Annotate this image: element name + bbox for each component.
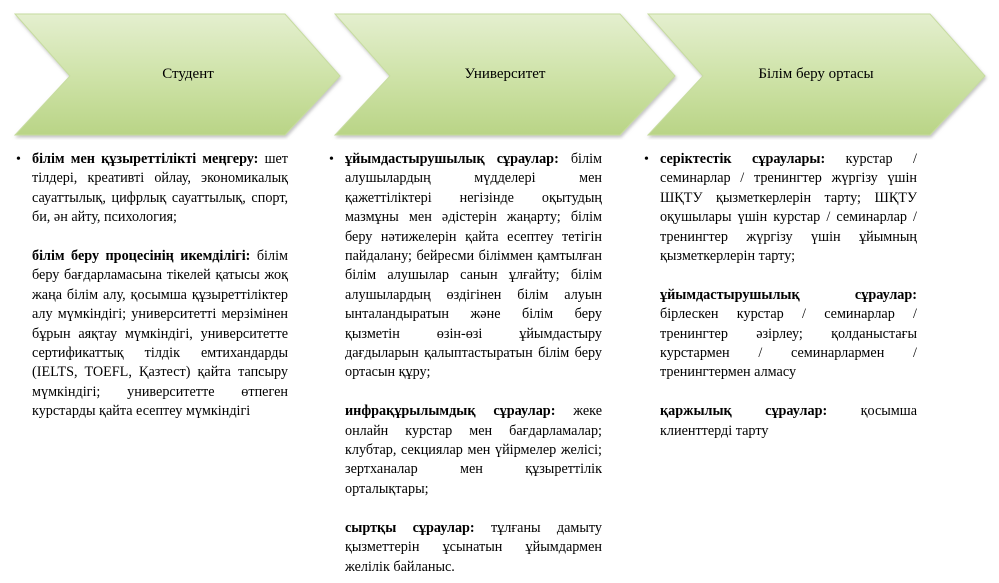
column-student [16, 150, 289, 422]
bullet-icon: • [329, 152, 334, 167]
university-para-1: ұйымдастырушылық сұраулар: білім алушылардың мүдделері мен қажеттіліктері негізінде оқытудың мазмұны мен әдістерін жаңарту; білім беру нәтижелерін қайта есептеу тетігін пайдалану; бейресми біліммен қамтылған білім алушылар санын ұлғайту; білім алушылардың өздігінен білім алуын ынталандыратын және білім беру қызметін өзін-өзі ұйымдастыру дағдыларын қалыптастыратын білім беру ортасын құру; [345, 151, 602, 381]
column-environment [644, 150, 918, 441]
stage-label-student: Студент [162, 66, 214, 82]
university-para-3: сыртқы сұраулар: тұлғаны дамыту қызметтерін ұсынатын ұйымдармен желілік байланыс. [345, 519, 602, 575]
bullet-icon: • [644, 152, 649, 167]
stage-label-environment: Білім беру ортасы [758, 66, 874, 82]
student-para-2: білім беру процесінің икемділігі: білім беру бағдарламасына тікелей қатысы жоқ жаңа білім алу, қосымша құзыреттіліктер алу мүмкіндігі; университетті мерзімінен бұрын аяқтау мүмкіндігі, университетте сертификаттық тілдік емтихандарды (IELTS, TOEFL, Қазтест) қайта тапсыру мүмкіндігі; университетте өтпеген курстарды қайта есептеу мүмкіндігі [32, 248, 288, 420]
column-university [329, 150, 603, 577]
environment-para-3: қаржылық сұраулар: қосымша клиенттерді тарту [660, 403, 918, 439]
environment-para-1: серіктестік сұраулары: курстар / семинарлар / тренингтер жүргізу үшін ШҚТУ қызметкерлерін тарту; ШҚТУ оқушылары үшін курстар / семинарлар / тренингтер жүргізу үшін ұйымның қызметкерлерін тарту; [660, 151, 917, 265]
stage-label-university: Университет [464, 66, 546, 82]
environment-para-2: ұйымдастырушылық сұраулар: бірлескен курстар / семинарлар / тренингтер әзірлеу; қолданыстағы курстармен / семинарлармен / тренингтермен алмасу [660, 286, 917, 381]
university-para-2: инфрақұрылымдық сұраулар: жеке онлайн курстар мен бағдарламалар; клубтар, секциялар мен үйірмелер желісі; зертханалар мен құзыреттілік орталықтары; [345, 403, 603, 497]
student-para-1: білім мен құзыреттілікті меңгеру: шет тілдері, креативті ойлау, экономикалық сауаттылық, цифрлық сауаттылық, спорт, би, ән айту, психология; [32, 151, 289, 226]
bullet-icon: • [16, 152, 21, 167]
